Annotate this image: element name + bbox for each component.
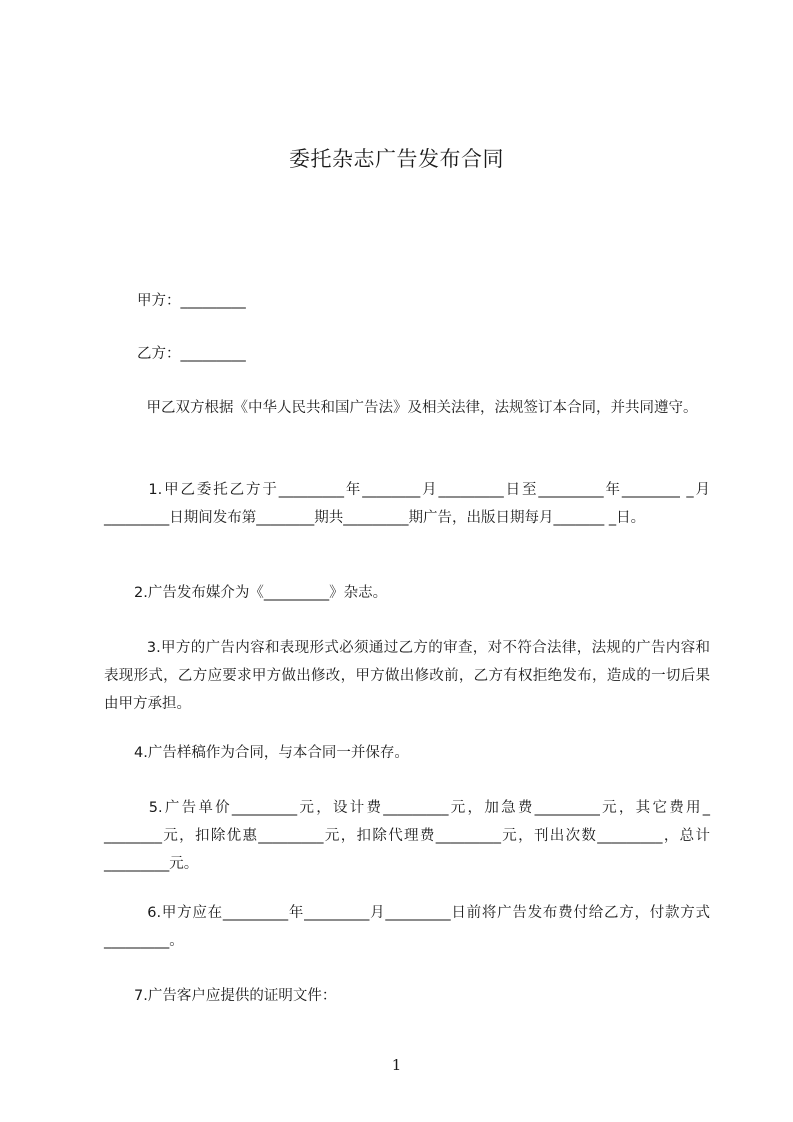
clause-1: 1.甲乙委托乙方于_________年________月_________日至_________年________ _月_________日期间发布第________期共_________期广告，出版日期每月_______ _日。 (104, 482, 710, 526)
clause-6: 6.甲方应在_________年_________月_________日前将广告发布费付给乙方，付款方式_________。 (104, 905, 710, 949)
clause-3: 3.甲方的广告内容和表现形式必须通过乙方的审查，对不符合法律，法规的广告内容和表现形式，乙方应要求甲方做出修改，甲方做出修改前，乙方有权拒绝发布，造成的一切后果由甲方承担。 (104, 640, 710, 712)
page-number: 1 (391, 1056, 402, 1074)
clause-7: 7.广告客户应提供的证明文件： (134, 988, 337, 1004)
intro-paragraph: 甲乙双方根据《中华人民共和国广告法》及相关法律，法规签订本合同，并共同遵守。 (132, 400, 698, 416)
party-a-line: 甲方：_________ (137, 293, 246, 309)
clause-2: 2.广告发布媒介为《_________》杂志。 (134, 585, 388, 601)
clause-5: 5.广告单价_________元，设计费_________元，加急费_________元，其它费用_ ________元，扣除优惠_________元，扣除代理费_________元，刊出次数_________，总计_________元。 (104, 800, 710, 872)
clause-4: 4.广告样稿作为合同，与本合同一并保存。 (134, 745, 409, 761)
party-b-line: 乙方：_________ (137, 346, 246, 362)
document-title: 委托杂志广告发布合同 (289, 147, 504, 171)
